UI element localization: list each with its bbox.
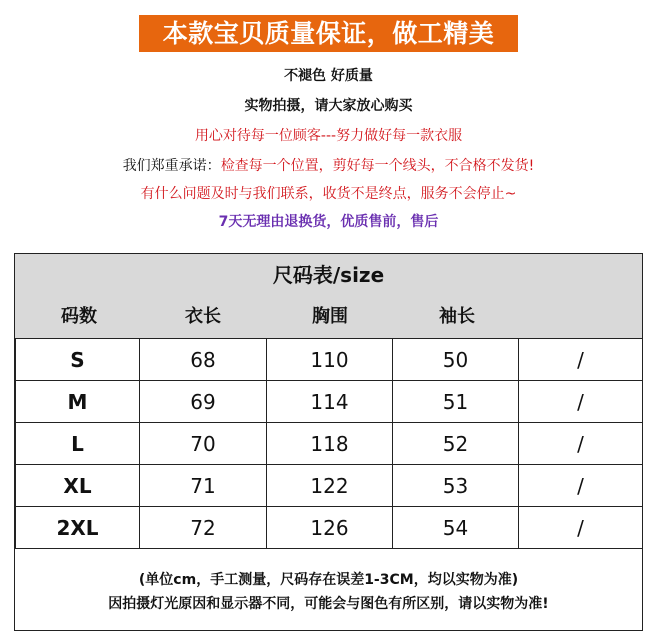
size-chart-table: [15, 338, 643, 549]
sleeve-cell: 54: [393, 507, 519, 549]
intro-line-2: 实物拍摄，请大家放心购买: [244, 98, 413, 114]
intro-line-6: 7天无理由退换货，优质售前，售后: [218, 214, 439, 230]
bust-cell: 126: [267, 507, 393, 549]
extra-cell: /: [519, 465, 643, 507]
length-cell: 71: [140, 465, 267, 507]
sleeve-cell: 53: [393, 465, 519, 507]
sleeve-cell: 51: [393, 381, 519, 423]
extra-cell: /: [519, 507, 643, 549]
extra-cell: /: [519, 381, 643, 423]
bust-cell: 122: [267, 465, 393, 507]
bust-cell: 110: [267, 339, 393, 381]
length-cell: 69: [140, 381, 267, 423]
sleeve-cell: 50: [393, 339, 519, 381]
size-chart-title: 尺码表/size: [272, 263, 385, 287]
bust-cell: 118: [267, 423, 393, 465]
promise-text: 检查每一个位置，剪好每一个线头，不合格不发货!: [220, 158, 535, 174]
size-chart-header: [15, 254, 642, 339]
sleeve-cell: 52: [393, 423, 519, 465]
promise-prefix: 我们郑重承诺：: [122, 158, 221, 174]
col-header-sleeve: 袖长: [439, 306, 475, 327]
table-row: [16, 381, 643, 423]
extra-cell: /: [519, 339, 643, 381]
size-cell: S: [16, 339, 140, 381]
table-row: [16, 339, 643, 381]
table-row: [16, 507, 643, 549]
intro-line-1: 不褪色 好质量: [284, 68, 373, 84]
intro-line-3: 用心对待每一位顾客---努力做好每一款衣服: [194, 128, 463, 144]
color-disclaimer: 因拍摄灯光原因和显示器不同，可能会与图色有所区别，请以实物为准!: [108, 596, 549, 612]
size-cell: XL: [16, 465, 140, 507]
headline-banner: 本款宝贝质量保证，做工精美: [139, 15, 518, 52]
col-header-bust: 胸围: [312, 306, 348, 327]
length-cell: 70: [140, 423, 267, 465]
intro-line-5: 有什么问题及时与我们联系，收货不是终点，服务不会停止~: [140, 186, 517, 202]
size-cell: M: [16, 381, 140, 423]
size-cell: L: [16, 423, 140, 465]
table-row: [16, 423, 643, 465]
bust-cell: 114: [267, 381, 393, 423]
measurement-note: (单位cm，手工测量，尺码存在误差1-3CM，均以实物为准): [138, 572, 519, 588]
size-cell: 2XL: [16, 507, 140, 549]
col-header-length: 衣长: [185, 306, 221, 327]
length-cell: 72: [140, 507, 267, 549]
col-header-size: 码数: [61, 306, 97, 327]
extra-cell: /: [519, 423, 643, 465]
table-row: [16, 465, 643, 507]
length-cell: 68: [140, 339, 267, 381]
size-chart: [14, 253, 643, 631]
intro-line-4: [0, 156, 657, 176]
